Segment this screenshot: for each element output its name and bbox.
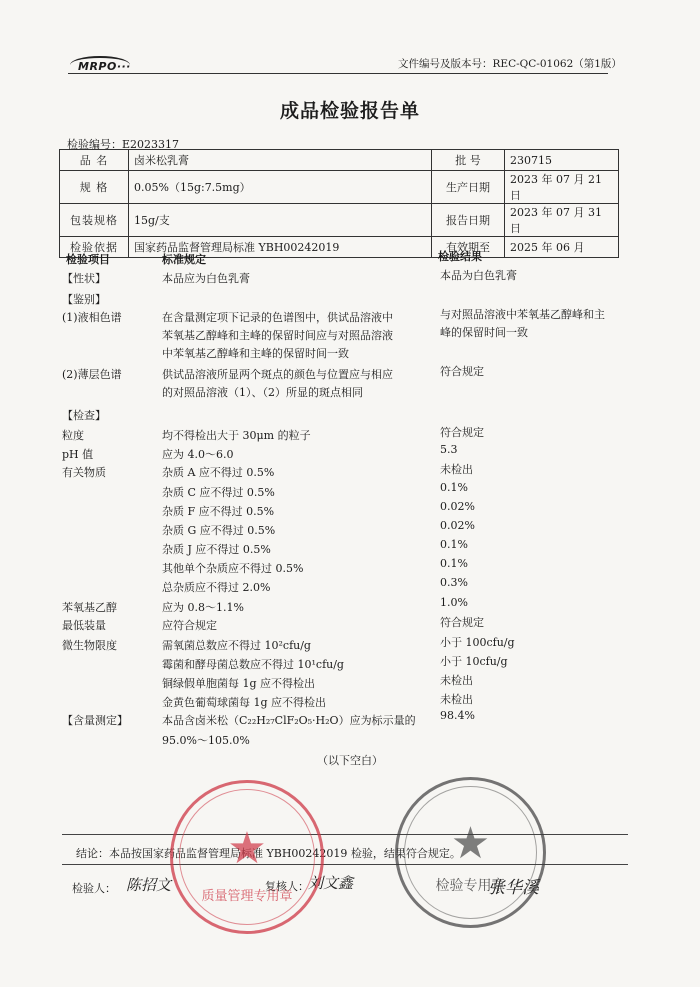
row-result: 峰的保留时间一致 <box>440 326 528 339</box>
info-row <box>60 171 619 204</box>
row-item: 【含量测定】 <box>62 714 128 727</box>
row-standard: 应为 0.8～1.1% <box>162 601 244 614</box>
quality-seal-text: 质量管理专用章 <box>201 889 293 904</box>
report-date-value: 2023 年 07 月 31 日 <box>505 204 619 237</box>
approver-signature: 张华溪 <box>488 878 539 898</box>
row-result: 小于 10cfu/g <box>440 655 508 668</box>
row-item: 有关物质 <box>62 466 106 479</box>
product-value: 卤米松乳膏 <box>129 150 432 171</box>
row-result: 0.1% <box>440 481 468 494</box>
column-standard-header: 标准规定 <box>162 253 206 266</box>
row-result: 小于 100cfu/g <box>440 636 515 649</box>
row-result: 与对照品溶液中苯氧基乙醇峰和主 <box>440 308 605 321</box>
row-standard: 在含量测定项下记录的色谱图中，供试品溶液中 <box>162 311 393 324</box>
row-item: 【鉴别】 <box>62 293 106 306</box>
row-item: (1)液相色谱 <box>62 311 122 324</box>
spec-label: 规 格 <box>60 171 129 204</box>
row-result: 98.4% <box>440 709 475 722</box>
blank-below-note: （以下空白） <box>317 754 383 767</box>
row-standard: 应符合规定 <box>162 619 217 632</box>
row-standard: 杂质 G 应不得过 0.5% <box>162 524 276 537</box>
reviewer-label: 复核人： <box>265 880 309 893</box>
reviewer-signature: 刘文鑫 <box>308 874 354 892</box>
row-item: (2)薄层色谱 <box>62 368 122 381</box>
row-standard: 霉菌和酵母菌总数应不得过 10¹cfu/g <box>162 658 344 671</box>
row-result: 符合规定 <box>440 365 484 378</box>
row-item: 微生物限度 <box>62 639 117 652</box>
conclusion-text: 结论：本品按国家药品监督管理局标准 YBH00242019 检验，结果符合规定。 <box>76 847 461 860</box>
quality-seal-stamp <box>170 780 324 934</box>
row-standard: 供试品溶液所显两个斑点的颜色与位置应与相应 <box>162 368 393 381</box>
row-item: pH 值 <box>62 448 94 461</box>
row-result: 符合规定 <box>440 616 484 629</box>
star-icon: ★ <box>450 818 491 869</box>
batch-value: 230715 <box>505 150 619 171</box>
row-standard: 杂质 C 应不得过 0.5% <box>162 486 275 499</box>
row-standard: 95.0%～105.0% <box>162 734 250 747</box>
pack-label: 包装规格 <box>60 204 129 237</box>
column-result-header: 检验结果 <box>438 250 482 263</box>
basis-label: 检验依据 <box>60 237 129 258</box>
row-result: 0.02% <box>440 519 475 532</box>
inspection-seal-stamp <box>395 777 546 928</box>
prod-date-label: 生产日期 <box>432 171 505 204</box>
row-result: 5.3 <box>440 443 458 456</box>
row-result: 0.02% <box>440 500 475 513</box>
inspector-label: 检验人： <box>72 882 116 895</box>
column-item-header: 检验项目 <box>66 253 110 266</box>
row-standard: 苯氧基乙醇峰和主峰的保留时间应与对照品溶液 <box>162 329 393 342</box>
row-standard: 其他单个杂质应不得过 0.5% <box>162 562 304 575</box>
row-standard: 杂质 A 应不得过 0.5% <box>162 466 275 479</box>
row-item: 苯氧基乙醇 <box>62 601 117 614</box>
row-standard: 本品含卤米松（C₂₂H₂₇ClF₂O₅·H₂O）应为标示量的 <box>162 714 416 727</box>
batch-label: 批 号 <box>432 150 505 171</box>
row-standard: 总杂质应不得过 2.0% <box>162 581 271 594</box>
pack-value: 15g/支 <box>129 204 432 237</box>
product-info-table <box>59 149 619 258</box>
row-result: 本品为白色乳膏 <box>440 269 517 282</box>
row-result: 未检出 <box>440 693 473 706</box>
inspection-seal-text: 检验专用章 <box>435 878 506 894</box>
inspector-signature: 陈招文 <box>126 876 172 894</box>
header-divider <box>68 73 608 74</box>
row-result: 0.1% <box>440 557 468 570</box>
row-item: 【检查】 <box>62 409 106 422</box>
row-result: 1.0% <box>440 596 468 609</box>
row-standard: 铜绿假单胞菌每 1g 应不得检出 <box>162 677 316 690</box>
row-standard: 金黄色葡萄球菌每 1g 应不得检出 <box>162 696 327 709</box>
row-standard: 中苯氧基乙醇峰和主峰的保留时间一致 <box>162 347 349 360</box>
product-label: 品 名 <box>60 150 129 171</box>
page-title: 成品检验报告单 <box>279 100 420 122</box>
document-number: 文件编号及版本号：REC-QC-01062（第1版） <box>398 58 622 70</box>
row-result: 0.1% <box>440 538 468 551</box>
row-standard: 均不得检出大于 30μm 的粒子 <box>162 429 311 442</box>
row-result: 未检出 <box>440 674 473 687</box>
row-result: 未检出 <box>440 463 473 476</box>
row-standard: 的对照品溶液（1）、（2）所显的斑点相同 <box>162 386 363 399</box>
row-item: 粒度 <box>62 429 84 442</box>
row-standard: 本品应为白色乳膏 <box>162 272 250 285</box>
info-row <box>60 237 619 258</box>
prod-date-value: 2023 年 07 月 21 日 <box>505 171 619 204</box>
row-standard: 需氧菌总数应不得过 10²cfu/g <box>162 639 311 652</box>
inspection-number: 检验编号：E2023317 <box>67 138 180 151</box>
row-result: 符合规定 <box>440 426 484 439</box>
row-standard: 杂质 F 应不得过 0.5% <box>162 505 275 518</box>
report-date-label: 报告日期 <box>432 204 505 237</box>
row-item: 【性状】 <box>62 272 106 285</box>
row-item: 最低装量 <box>62 619 106 632</box>
expiry-value: 2025 年 06 月 <box>505 237 619 258</box>
info-row <box>60 204 619 237</box>
star-icon: ★ <box>227 823 267 874</box>
row-standard: 应为 4.0～6.0 <box>162 448 234 461</box>
info-row <box>60 150 619 171</box>
row-standard: 杂质 J 应不得过 0.5% <box>162 543 271 556</box>
company-logo: MRPO··· <box>78 60 131 73</box>
expiry-label: 有效期至 <box>432 237 505 258</box>
row-result: 0.3% <box>440 576 468 589</box>
spec-value: 0.05%（15g:7.5mg） <box>129 171 432 204</box>
basis-value: 国家药品监督管理局标准 YBH00242019 <box>129 237 432 258</box>
